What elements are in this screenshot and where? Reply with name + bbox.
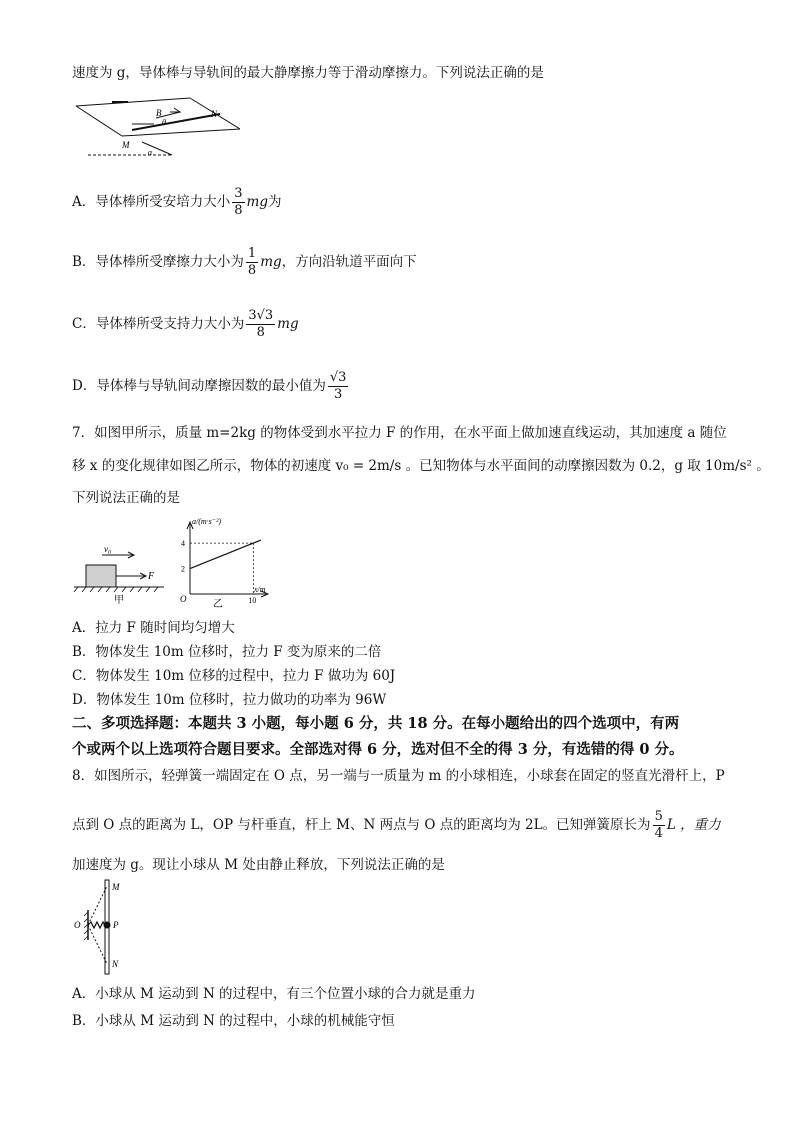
q7-line-2: 移 x 的变化规律如图乙所示，物体的初速度 v₀ = 2m/s 。已知物体与水平面间的动摩擦因数为 0.2，g 取 10m/s² 。	[72, 458, 770, 474]
series-line-extension	[253, 540, 261, 543]
spring-rod-figure	[72, 876, 132, 978]
label-m-point: M	[112, 882, 120, 892]
q6-a-num: 3	[234, 186, 243, 201]
q8-frac-den: 4	[654, 826, 663, 841]
q6-b-suffix: ，方向沿轨道平面向下	[281, 254, 417, 270]
intro-text: 速度为 g，导体棒与导轨间的最大静摩擦力等于滑动摩擦力。下列说法正确的是	[72, 65, 544, 81]
caption-yi: 乙	[213, 599, 223, 608]
q6-option-d	[72, 370, 350, 403]
q6-b-den: 8	[247, 263, 257, 278]
q6-c-fraction	[246, 308, 275, 341]
q6-d-den: 3	[333, 387, 343, 402]
q8-fraction	[653, 809, 665, 842]
q6-a-den: 8	[234, 203, 243, 218]
label-p-point: P	[113, 920, 119, 930]
block-figure	[72, 537, 172, 605]
y-tick-label-0: 2	[181, 564, 185, 574]
q7-option-c: C．物体发生 10m 位移的过程中，拉力 F 做功为 60J	[72, 668, 396, 684]
q8-line-3: 加速度为 g。现让小球从 M 处由静止释放，下列说法正确的是	[72, 857, 445, 873]
q6-b-text: B．导体棒所受摩擦力大小为	[72, 254, 244, 270]
q6-c-text: C．导体棒所受支持力大小为	[72, 316, 245, 332]
x-tick-label-0: 10	[248, 596, 257, 605]
series-line	[190, 543, 253, 568]
q6-a-mg: mg	[246, 194, 268, 210]
q6-a-suffix: 为	[267, 194, 282, 210]
label-n: N	[211, 109, 218, 119]
y-tick-label-1: 4	[181, 539, 185, 549]
label-b: B	[156, 108, 162, 118]
q6-option-a	[72, 186, 281, 219]
y-axis-label: a/(m·s⁻²)	[192, 518, 222, 526]
q6-b-num: 1	[247, 246, 257, 261]
q7-line-3: 下列说法正确的是	[72, 490, 180, 506]
label-alpha: α	[148, 148, 153, 157]
label-theta: θ	[162, 118, 166, 127]
label-o-point: O	[74, 920, 81, 930]
x-axis-label: x/m	[254, 585, 266, 594]
q7-option-a: A．拉力 F 随时间均匀增大	[72, 620, 235, 636]
q7-line-1: 7．如图甲所示，质量 m=2kg 的物体受到水平拉力 F 的作用，在水平面上做加速直线运动，其加速度 a 随位	[72, 425, 727, 441]
q6-a-fraction	[232, 186, 244, 219]
label-f: F	[148, 571, 155, 582]
q6-d-fraction	[328, 370, 349, 403]
acceleration-displacement-chart	[176, 518, 276, 608]
q6-c-num: 3√3	[248, 308, 274, 323]
q7-option-d: D．物体发生 10m 位移时，拉力做功的功率为 96W	[72, 692, 387, 708]
q6-c-den: 8	[256, 325, 265, 340]
inclined-rails-figure	[72, 92, 247, 160]
q6-b-fraction	[246, 246, 258, 279]
section-2-line-1: 二、多项选择题：本题共 3 小题，每小题 6 分，共 18 分。在每小题给出的四个选项中，有两	[72, 715, 680, 732]
q8-frac-num: 5	[654, 809, 663, 824]
origin-label: O	[180, 594, 187, 604]
q8-option-b: B．小球从 M 运动到 N 的过程中，小球的机械能守恒	[72, 1013, 395, 1029]
q6-c-mg: mg	[277, 316, 299, 332]
q6-d-num: √3	[329, 370, 347, 385]
label-m: M	[122, 140, 130, 150]
caption-jia: 甲	[114, 595, 124, 605]
q6-b-mg: mg	[260, 254, 282, 270]
q6-option-c	[72, 308, 299, 341]
q6-option-b	[72, 246, 417, 279]
q8-line-2	[72, 809, 721, 842]
q8-line-1: 8．如图所示，轻弹簧一端固定在 O 点，另一端与一质量为 m 的小球相连，小球套在固定的竖直光滑杆上，P	[72, 768, 725, 784]
label-v0: v₀	[104, 544, 112, 554]
label-n-point: N	[112, 959, 119, 969]
q8-option-a: A．小球从 M 运动到 N 的过程中，有三个位置小球的合力就是重力	[72, 986, 476, 1002]
q7-option-b: B．物体发生 10m 位移时，拉力 F 变为原来的二倍	[72, 644, 382, 660]
q8-line-2-text: 点到 O 点的距离为 L，OP 与杆垂直，杆上 M、N 两点与 O 点的距离均为 2L。已知弹簧原长为	[72, 817, 651, 833]
section-2-line-2: 个或两个以上选项符合题目要求。全部选对得 6 分，选对但不全的得 3 分，有选错的得 0 分。	[72, 741, 684, 758]
q6-a-text: A．导体棒所受安培力大小	[72, 194, 231, 210]
q8-line-2-suffix: L ，重力	[666, 817, 721, 833]
q6-d-text: D．导体棒与导轨间动摩擦因数的最小值为	[72, 378, 326, 394]
